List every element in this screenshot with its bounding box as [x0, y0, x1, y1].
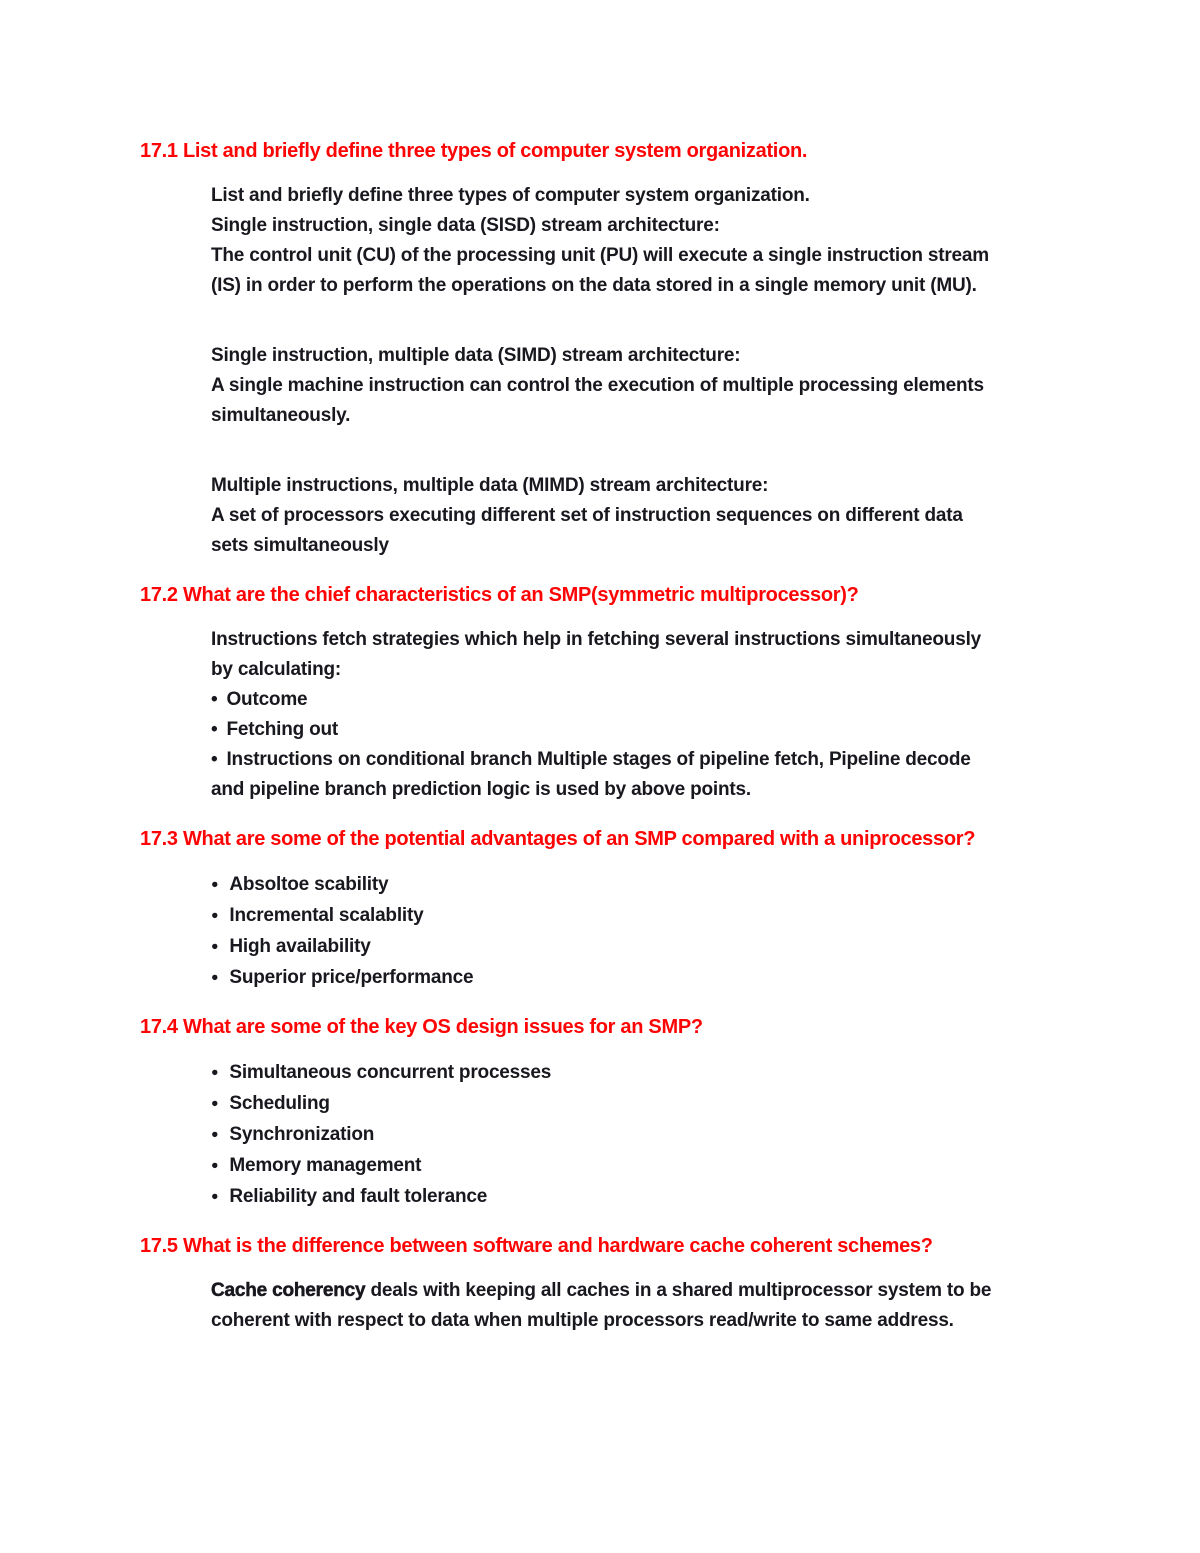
- answer-line: [211, 1276, 1062, 1306]
- section-17-3: [140, 825, 1062, 993]
- bullet-item: ● Incremental scalablity: [211, 900, 1062, 931]
- answer-17-5: [211, 1276, 1062, 1336]
- bullet-item: ● High availability: [211, 931, 1062, 962]
- answer-17-1: [211, 181, 1062, 561]
- bullet-item: • Outcome: [211, 685, 1062, 715]
- answer-line: Single instruction, single data (SISD) stream architecture:: [211, 215, 720, 236]
- answer-17-2: [211, 625, 1062, 805]
- bullet-item: ● Absoltoe scability: [211, 869, 1062, 900]
- question-heading-17-3: 17.3 What are some of the potential advantages of an SMP compared with a uniprocessor?: [140, 828, 976, 850]
- bullet-item: ● Superior price/performance: [211, 962, 1062, 993]
- bullet-item: • Fetching out: [211, 715, 1062, 745]
- answer-line: by calculating:: [211, 659, 342, 680]
- question-heading-17-5: 17.5 What is the difference between software and hardware cache coherent schemes?: [140, 1235, 933, 1257]
- bullet-item: ● Synchronization: [211, 1119, 1062, 1150]
- paragraph: [211, 341, 1062, 431]
- bullet-item-continuation: and pipeline branch prediction logic is used by above points.: [211, 779, 751, 800]
- answer-line: coherent with respect to data when multiple processors read/write to same address.: [211, 1310, 954, 1331]
- section-17-4: [140, 1013, 1062, 1212]
- bullet-item: ● Simultaneous concurrent processes: [211, 1057, 1062, 1088]
- answer-17-4: [211, 1057, 1062, 1212]
- answer-text: deals with keeping all caches in a shared multiprocessor system to be: [365, 1280, 992, 1301]
- answer-line: The control unit (CU) of the processing unit (PU) will execute a single instruction stream: [211, 245, 989, 266]
- answer-line: List and briefly define three types of computer system organization.: [211, 185, 810, 206]
- answer-line: (IS) in order to perform the operations on the data stored in a single memory unit (MU).: [211, 275, 977, 296]
- answer-line: simultaneously.: [211, 405, 351, 426]
- question-heading-17-2: 17.2 What are the chief characteristics of an SMP(symmetric multiprocessor)?: [140, 584, 859, 606]
- answer-line: Multiple instructions, multiple data (MIMD) stream architecture:: [211, 475, 769, 496]
- question-heading-17-4: 17.4 What are some of the key OS design issues for an SMP?: [140, 1016, 703, 1038]
- paragraph: [211, 471, 1062, 561]
- bold-term: Cache coherency: [211, 1280, 366, 1301]
- answer-line: A single machine instruction can control the execution of multiple processing elements: [211, 375, 984, 396]
- answer-line: sets simultaneously: [211, 535, 389, 556]
- section-17-1: [140, 137, 1062, 561]
- bullet-item: ● Reliability and fault tolerance: [211, 1181, 1062, 1212]
- bullet-item: ● Scheduling: [211, 1088, 1062, 1119]
- section-17-2: [140, 581, 1062, 805]
- answer-line: A set of processors executing different set of instruction sequences on different data: [211, 505, 963, 526]
- question-heading-17-1: 17.1 List and briefly define three types of computer system organization.: [140, 140, 808, 162]
- answer-17-3: [211, 869, 1062, 993]
- answer-line: Single instruction, multiple data (SIMD) stream architecture:: [211, 345, 741, 366]
- bullet-item: ● Memory management: [211, 1150, 1062, 1181]
- paragraph: [211, 181, 1062, 301]
- section-17-5: [140, 1232, 1062, 1336]
- answer-line: Instructions fetch strategies which help in fetching several instructions simultaneously: [211, 629, 982, 650]
- bullet-item: • Instructions on conditional branch Multiple stages of pipeline fetch, Pipeline decode: [211, 745, 1062, 775]
